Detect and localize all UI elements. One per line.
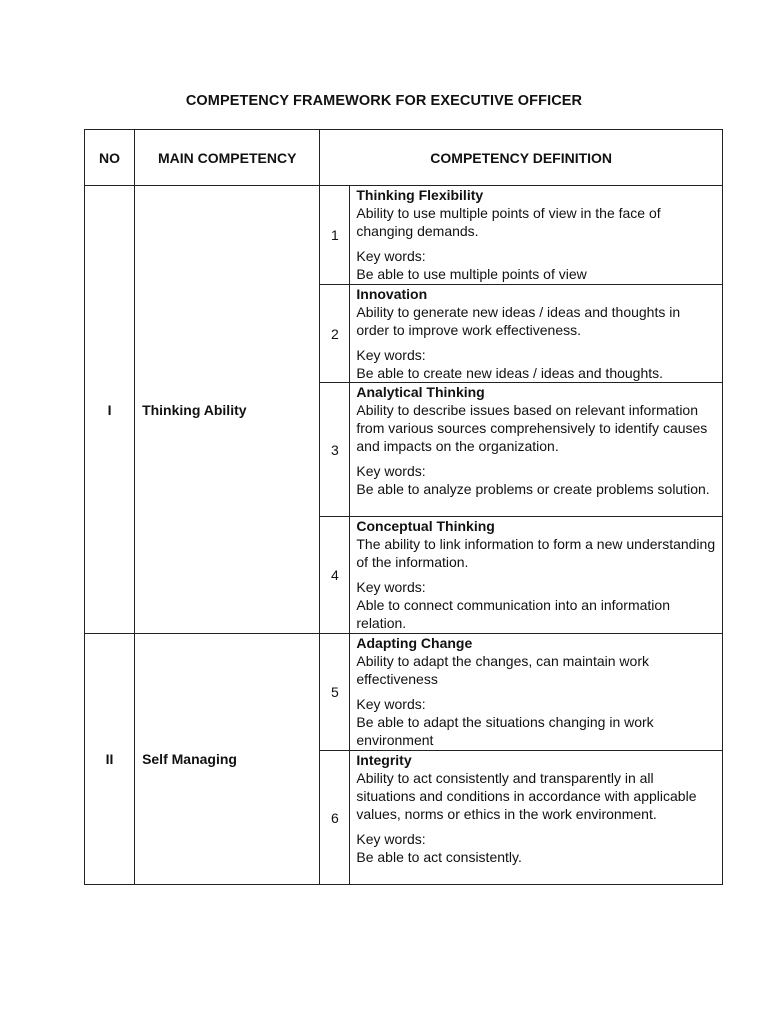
group-no: II: [85, 634, 135, 885]
header-no: NO: [85, 130, 135, 186]
competency-table: [84, 129, 723, 885]
competency-number: 3: [320, 383, 350, 517]
competency-number: 2: [320, 285, 350, 383]
key-words-label: Key words:: [356, 248, 426, 264]
key-words-label: Key words:: [356, 579, 426, 595]
key-words-text: Be able to create new ideas / ideas and thoughts.: [356, 365, 664, 381]
competency-title: Adapting Change: [356, 635, 473, 651]
document-title: COMPETENCY FRAMEWORK FOR EXECUTIVE OFFICER: [185, 93, 583, 109]
group-no: I: [85, 186, 135, 634]
competency-number: 6: [320, 751, 350, 885]
header-main-competency: MAIN COMPETENCY: [135, 130, 320, 186]
competency-definition-cell: [350, 517, 723, 634]
competency-definition-cell: [350, 186, 723, 285]
key-words-label: Key words:: [356, 696, 426, 712]
competency-definition-text: Ability to adapt the changes, can maintain work effectiveness: [356, 653, 649, 687]
competency-title: Conceptual Thinking: [356, 518, 495, 534]
competency-definition-cell: [350, 383, 723, 517]
competency-number: 5: [320, 634, 350, 751]
main-competency-name: Self Managing: [135, 634, 320, 885]
competency-title: Innovation: [356, 286, 428, 302]
competency-definition-cell: [350, 634, 723, 751]
competency-definition-text: Ability to act consistently and transparently in all situations and conditions in accordance with applicable values, norms or ethics in the work environment.: [356, 770, 697, 822]
competency-number: 1: [320, 186, 350, 285]
competency-number: 4: [320, 517, 350, 634]
competency-definition-text: Ability to generate new ideas / ideas and thoughts in order to improve work effectiveness.: [356, 304, 681, 338]
key-words-text: Be able to analyze problems or create problems solution.: [356, 481, 710, 497]
key-words-label: Key words:: [356, 463, 426, 479]
competency-title: Integrity: [356, 752, 412, 768]
competency-definition-cell: [350, 285, 723, 383]
key-words-text: Be able to act consistently.: [356, 849, 522, 865]
competency-definition-cell: [350, 751, 723, 885]
key-words-text: Be able to adapt the situations changing in work environment: [356, 714, 654, 748]
key-words-text: Able to connect communication into an information relation.: [356, 597, 670, 631]
key-words-label: Key words:: [356, 347, 426, 363]
table-row: [85, 186, 723, 285]
table-row: [85, 634, 723, 751]
header-competency-definition: COMPETENCY DEFINITION: [320, 130, 723, 186]
competency-title: Analytical Thinking: [356, 384, 485, 400]
key-words-text: Be able to use multiple points of view: [356, 266, 587, 282]
key-words-label: Key words:: [356, 831, 426, 847]
competency-title: Thinking Flexibility: [356, 187, 484, 203]
main-competency-name: Thinking Ability: [135, 186, 320, 634]
competency-definition-text: Ability to use multiple points of view in the face of changing demands.: [356, 205, 661, 239]
competency-definition-text: Ability to describe issues based on relevant information from various sources comprehensively to identify causes and impacts on the organization.: [356, 402, 708, 454]
competency-definition-text: The ability to link information to form a new understanding of the information.: [356, 536, 716, 570]
table-header-row: [85, 130, 723, 186]
